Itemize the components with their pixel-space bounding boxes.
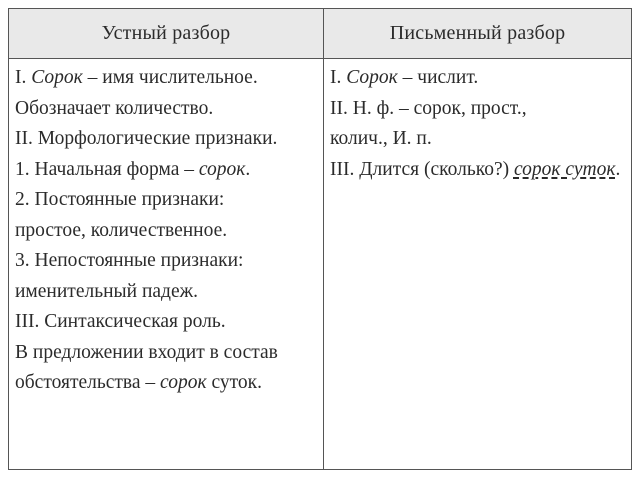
written-line: II. Н. ф. – сорок, прост., bbox=[330, 97, 527, 119]
oral-line bbox=[15, 155, 319, 186]
line-text: – имя числительное. bbox=[82, 67, 258, 88]
numeral-word: Сорок bbox=[346, 67, 398, 88]
oral-line: Обозначает количество. bbox=[15, 97, 214, 119]
line-text: – числит. bbox=[397, 67, 479, 88]
written-line: колич., И. п. bbox=[330, 128, 432, 149]
numeral-word: сорок bbox=[160, 372, 207, 393]
line-text: I. bbox=[330, 67, 347, 88]
numeral-word: Сорок bbox=[31, 67, 83, 88]
oral-line bbox=[15, 63, 319, 94]
line-text: . bbox=[245, 158, 251, 180]
header-oral: Устный разбор bbox=[9, 9, 324, 59]
line-text: III. Длится (сколько?) bbox=[330, 158, 514, 180]
oral-line: III. Синтаксическая роль. bbox=[15, 311, 226, 332]
oral-line: простое, количественное. bbox=[15, 219, 228, 241]
written-line bbox=[330, 155, 627, 186]
line-text: . bbox=[615, 158, 621, 180]
oral-line: 3. Непостоянные признаки: bbox=[15, 250, 244, 271]
circumstance-phrase: сорок суток bbox=[513, 158, 616, 180]
line-text: I. bbox=[15, 67, 32, 88]
oral-line: именительный падеж. bbox=[15, 280, 198, 302]
line-text: обстоятельства – bbox=[15, 372, 161, 393]
written-line bbox=[330, 63, 627, 94]
header-written: Письменный разбор bbox=[324, 9, 631, 59]
oral-line: В предложении входит в состав bbox=[15, 341, 278, 363]
parsing-table bbox=[8, 8, 632, 470]
oral-line bbox=[15, 368, 319, 399]
oral-column bbox=[9, 59, 324, 469]
oral-line: 2. Постоянные признаки: bbox=[15, 189, 225, 210]
line-text: 1. Начальная форма – bbox=[15, 158, 199, 180]
written-column bbox=[324, 59, 631, 469]
numeral-word: сорок bbox=[198, 158, 246, 180]
line-text: суток. bbox=[206, 372, 262, 393]
oral-line: II. Морфологические признаки. bbox=[15, 128, 278, 149]
